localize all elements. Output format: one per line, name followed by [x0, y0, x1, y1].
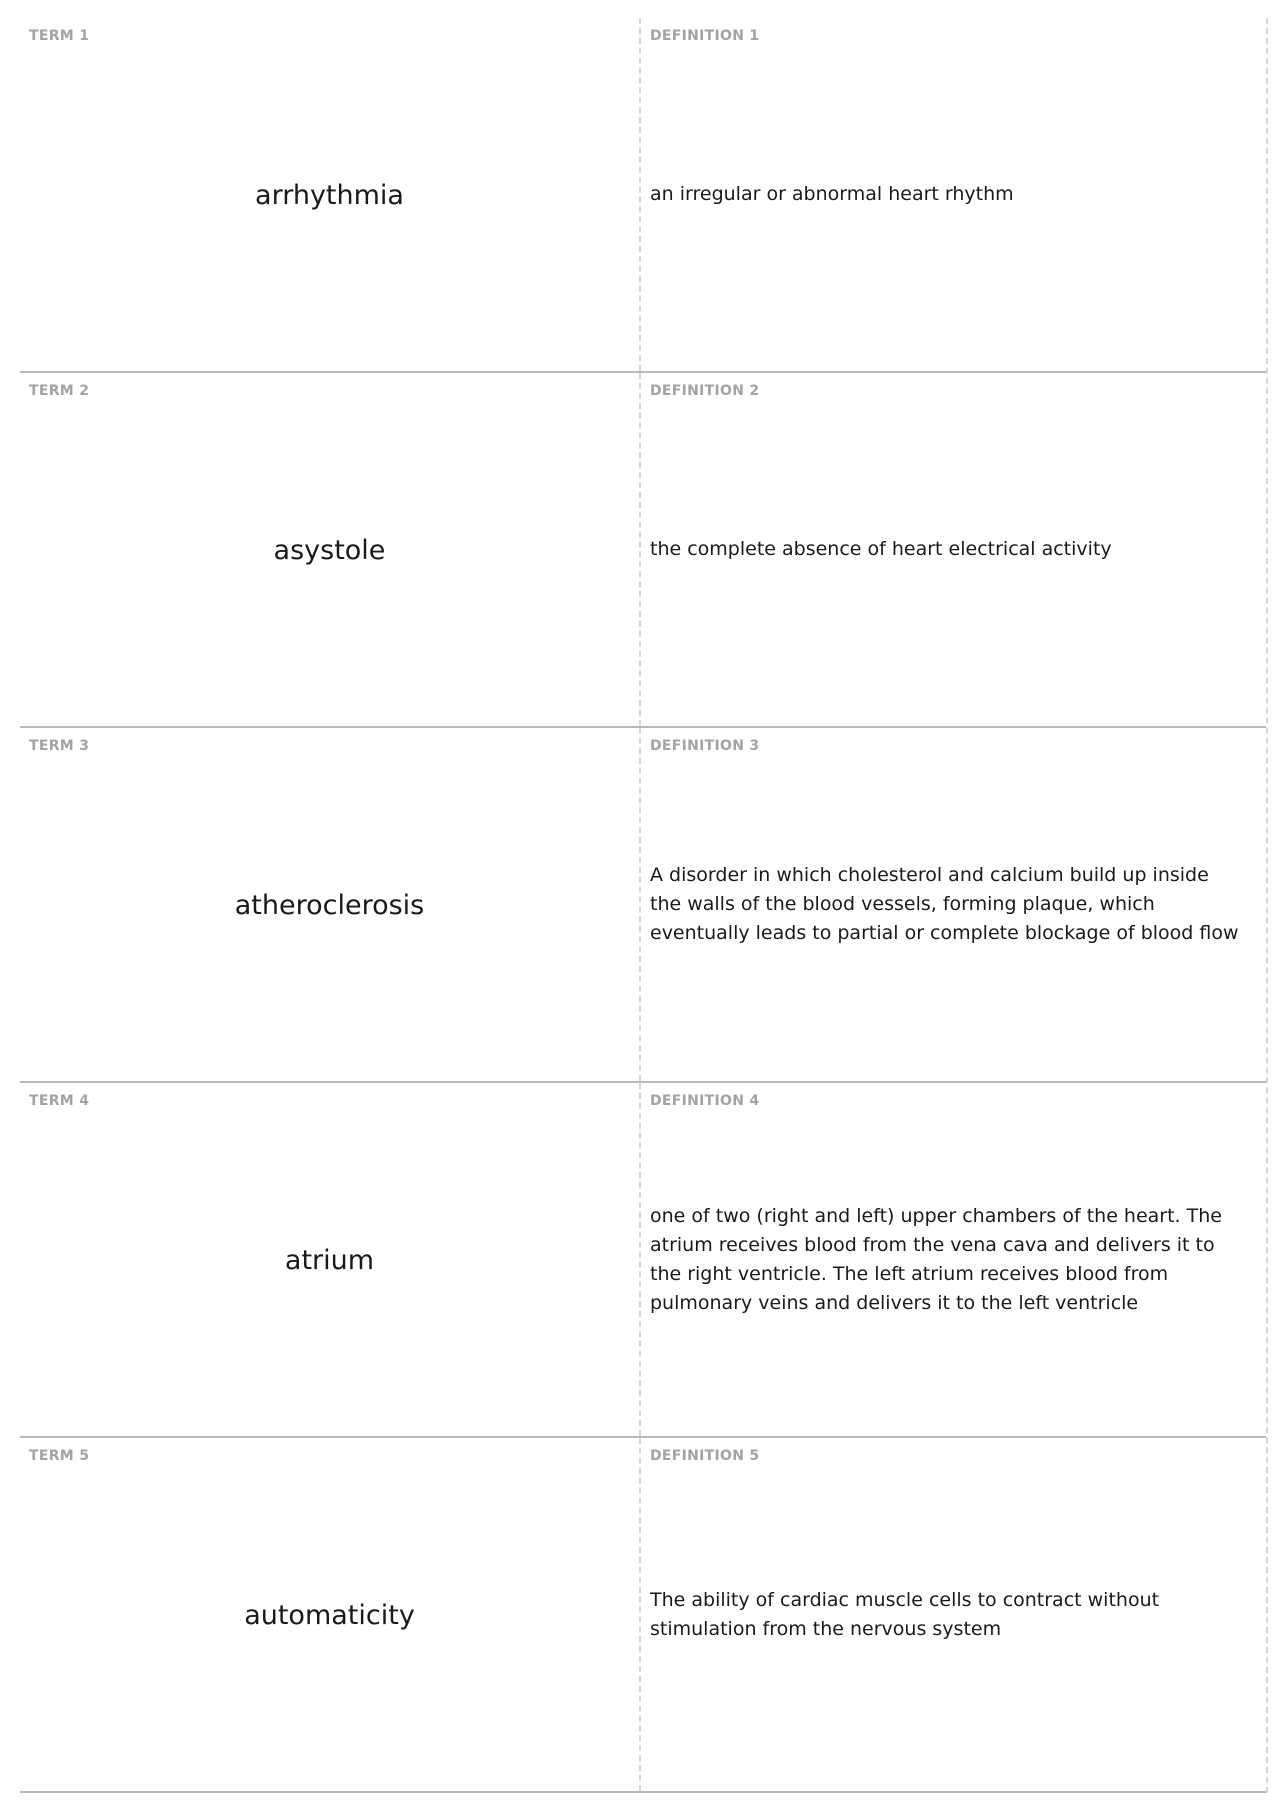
term-cell — [20, 728, 641, 1081]
definition-cell — [641, 1438, 1266, 1791]
definition-text: the complete absence of heart electrical activity — [650, 538, 1112, 560]
flashcard-row — [20, 1438, 1266, 1793]
term-label: TERM 4 — [29, 1093, 90, 1109]
term-cell — [20, 18, 641, 371]
definition-cell — [641, 18, 1266, 371]
definition-label: DEFINITION 5 — [650, 1448, 760, 1464]
definition-label: DEFINITION 3 — [650, 738, 760, 754]
flashcard-row — [20, 18, 1266, 373]
term-text: arrhythmia — [255, 180, 404, 211]
term-cell — [20, 1083, 641, 1436]
term-cell — [20, 373, 641, 726]
definition-cell — [641, 1083, 1266, 1436]
flashcard-row — [20, 728, 1266, 1083]
definition-label: DEFINITION 1 — [650, 28, 760, 44]
definition-label: DEFINITION 2 — [650, 383, 760, 399]
term-cell — [20, 1438, 641, 1791]
term-text: atheroclerosis — [234, 890, 425, 921]
definition-cell — [641, 373, 1266, 726]
term-label: TERM 1 — [29, 28, 90, 44]
definition-cell — [641, 728, 1266, 1081]
definition-text: The ability of cardiac muscle cells to contract without stimulation from the nervous system — [650, 1588, 1160, 1640]
term-text: automaticity — [244, 1600, 415, 1631]
term-label: TERM 3 — [29, 738, 90, 754]
flashcard-row — [20, 373, 1266, 728]
definition-text: an irregular or abnormal heart rhythm — [650, 183, 1014, 205]
definition-text: A disorder in which cholesterol and calcium build up inside the walls of the blood vessels, forming plaque, which eventually leads to partial or complete blockage of blood flow — [650, 864, 1239, 944]
term-label: TERM 2 — [29, 383, 90, 399]
flashcard-row — [20, 1083, 1266, 1438]
definition-text: one of two (right and left) upper chambers of the heart. The atrium receives blood from the vena cava and delivers it to the right ventricle. The left atrium receives blood from pulmonary veins and delivers it to the left ventricle — [650, 1204, 1222, 1314]
term-text: atrium — [284, 1245, 375, 1276]
definition-label: DEFINITION 4 — [650, 1093, 760, 1109]
flashcard-sheet — [20, 18, 1268, 1793]
term-label: TERM 5 — [29, 1448, 90, 1464]
term-text: asystole — [273, 535, 386, 566]
